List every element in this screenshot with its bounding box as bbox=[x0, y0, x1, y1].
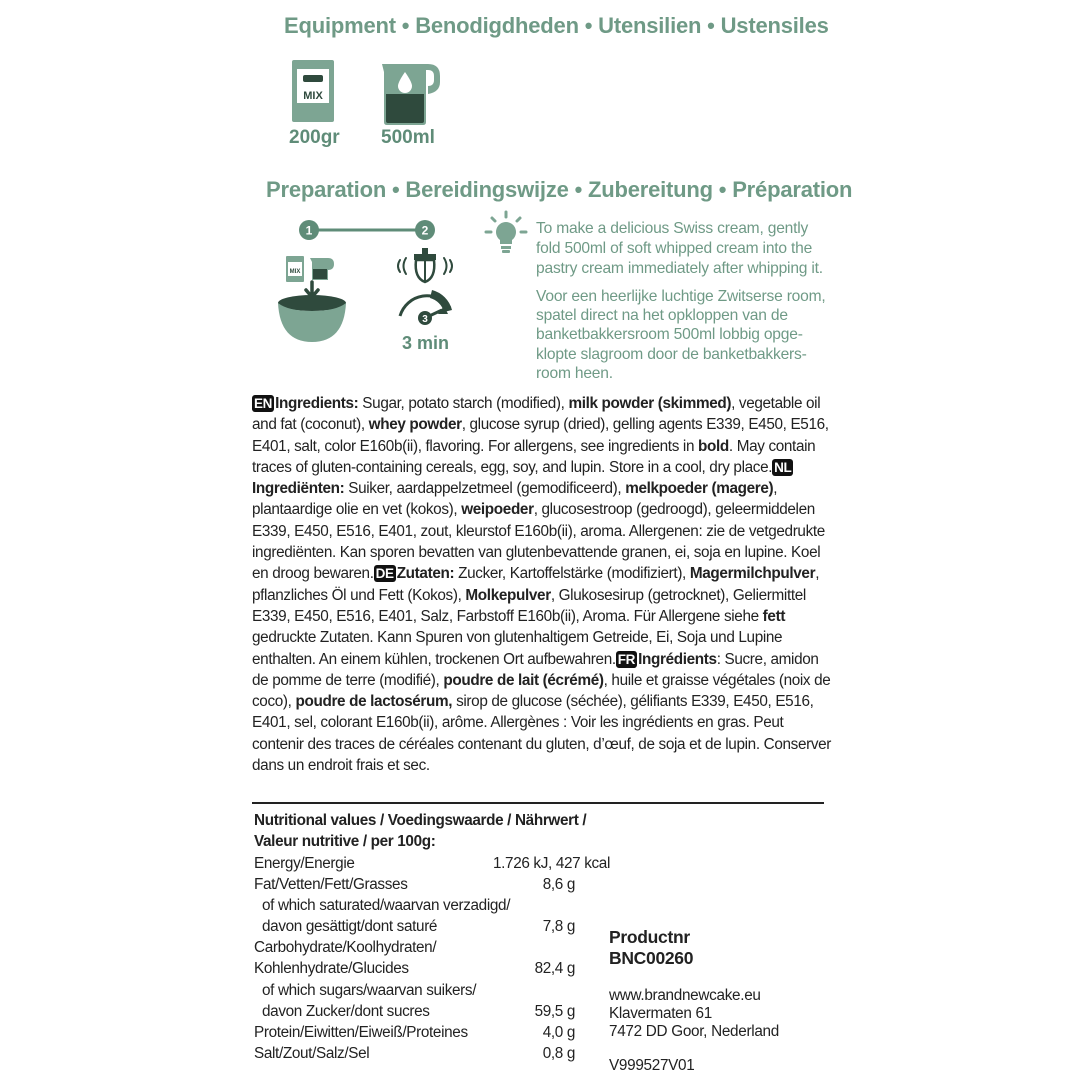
tip-en-line: fold 500ml of soft whipped cream into the bbox=[536, 240, 813, 257]
step-1-number: 1 bbox=[305, 223, 313, 238]
ingredients-text: , vegetable oil and fat (coconut), bbox=[252, 395, 821, 434]
water-quantity: 500ml bbox=[381, 127, 435, 148]
saturated-label-2: davon gesättigt/dont saturé bbox=[262, 918, 438, 935]
sugar-label-1: of which sugars/waarvan suikers/ bbox=[262, 982, 477, 999]
tip-nl-line: klopte slagroom door de banketbakkers- bbox=[536, 345, 807, 363]
tip-nl-line: spatel direct na het opkloppen van de bbox=[536, 307, 788, 325]
carb-value: 82,4 g bbox=[534, 960, 575, 977]
nutrition-title-1: Nutritional values / Voedingswaarde / Nährwert / bbox=[254, 812, 587, 829]
ingredients-text: gedruckte Zutaten. Kann Spuren von glutenhaltigem Getreide, Ei, Soja und Lupine enthalten. An einem kühlen, trockenen Ort aufbewahren. bbox=[252, 629, 783, 668]
step-1-mix-label: MIX bbox=[289, 269, 301, 275]
ingredients-text: , Glukosesirup (getrocknet), Geliermittel E339, E450, E516, E401, Salz, Farbstoff E160b(ii), Aroma. Für Allergene siehe bbox=[252, 586, 806, 625]
address-street: Klavermaten 61 bbox=[609, 1005, 712, 1022]
sugar-value: 59,5 g bbox=[534, 1003, 575, 1020]
ingredients-text: , glucosestroop (gedroogd), geleermiddelen E339, E450, E516, E401, zout, kleurstof E160b(ii), aroma. Allergenen: zie de vetgedrukte ingrediënten. Kan sporen bevatten van glutenbevattende granen, ei, soja en lupine. Koel en droog bewaren. bbox=[252, 501, 825, 583]
salt-label: Salt/Zout/Salz/Sel bbox=[254, 1045, 370, 1062]
allergen-text: poudre de lactosérum, bbox=[295, 693, 453, 711]
tip-en-line: pastry cream immediately after whipping it. bbox=[536, 260, 823, 277]
fat-value: 8,6 g bbox=[542, 876, 575, 893]
lightbulb-icon bbox=[484, 210, 528, 254]
product-number: BNC00260 bbox=[609, 948, 694, 968]
allergen-text: whey powder bbox=[368, 416, 462, 434]
protein-label: Protein/Eiwitten/Eiweiß/Proteines bbox=[254, 1024, 468, 1041]
carb-label-2: Kohlenhydrate/Glucides bbox=[254, 960, 409, 977]
step-timeline bbox=[298, 218, 438, 242]
ingredients-text: Sugar, potato starch (modified), bbox=[358, 395, 569, 412]
tip-nl-line: banketbakkersroom 500ml lobbig opge- bbox=[536, 326, 803, 344]
ingredients-text: Zucker, Kartoffelstärke (modifiziert), bbox=[454, 565, 690, 583]
ingredients-label-fr: Ingrédients bbox=[638, 650, 717, 668]
allergen-text: milk powder (skimmed) bbox=[568, 395, 732, 412]
ingredients-label-nl: Ingrediënten: bbox=[252, 480, 345, 498]
step-2-number: 2 bbox=[421, 223, 429, 238]
product-number-label: Productnr bbox=[609, 927, 690, 947]
salt-value: 0,8 g bbox=[542, 1045, 575, 1062]
tip-en-line: To make a delicious Swiss cream, gently bbox=[536, 220, 809, 237]
ingredients-text: , pflanzliches Öl und Fett (Kokos), bbox=[252, 565, 820, 604]
carb-label-1: Carbohydrate/Koolhydraten/ bbox=[254, 939, 437, 956]
section-divider bbox=[252, 802, 824, 804]
ingredients-block bbox=[252, 393, 832, 776]
step-3-number: 3 bbox=[422, 314, 428, 325]
energy-label: Energy/Energie bbox=[254, 855, 355, 872]
energy-value: 1.726 kJ, 427 kcal bbox=[493, 855, 611, 872]
lang-badge-nl: NL bbox=[774, 459, 792, 475]
ingredients-label-de: Zutaten: bbox=[396, 565, 455, 583]
version-code: V999527V01 bbox=[609, 1057, 695, 1074]
allergen-text: weipoeder bbox=[461, 501, 534, 519]
mixer-timer-icon bbox=[392, 248, 458, 328]
measuring-jug-icon bbox=[378, 60, 442, 126]
address-city: 7472 DD Goor, Nederland bbox=[609, 1023, 779, 1040]
lang-badge-fr: FR bbox=[617, 651, 636, 667]
ingredients-text: . May contain traces of gluten-containing cereals, egg, soy, and lupin. Store in a cool, dry place. bbox=[252, 437, 816, 476]
tip-nl-line: room heen. bbox=[536, 364, 613, 382]
ingredients-text: : Sucre, amidon de pomme de terre (modifié), bbox=[252, 650, 819, 689]
allergen-text: Magermilchpulver bbox=[689, 565, 816, 583]
bold-word: bold bbox=[698, 437, 729, 455]
fat-label: Fat/Vetten/Fett/Grasses bbox=[254, 876, 408, 893]
nutrition-title-2: Valeur nutritive / per 100g: bbox=[254, 833, 436, 850]
mix-pouch-icon bbox=[291, 59, 335, 123]
allergen-text: melkpoeder (magere) bbox=[625, 480, 774, 498]
mix-quantity: 200gr bbox=[289, 127, 340, 148]
ingredients-text: sirop de glucose (séchée), gélifiants E339, E450, E516, E401, sel, colorant E160b(ii), arôme. Allergènes : Voir les ingrédients en gras. Peut contenir des traces de céréales contenant du gluten, d’œuf, de soja et de lupin. Conserver dans un endroit frais et sec. bbox=[252, 693, 832, 775]
ingredients-text: Suiker, aardappelzetmeel (gemodificeerd), bbox=[344, 480, 626, 498]
lang-badge-en: EN bbox=[254, 396, 273, 411]
ingredients-text: , glucose syrup (dried), gelling agents E339, E450, E516, E401, salt, color E160b(ii), flavoring. For allergens, see ingredients in bbox=[252, 416, 829, 455]
bold-word: fett bbox=[762, 607, 786, 625]
ingredients-label-en: Ingredients: bbox=[275, 395, 359, 412]
duration-label: 3 min bbox=[402, 333, 450, 353]
protein-value: 4,0 g bbox=[542, 1024, 575, 1041]
preparation-heading: Preparation • Bereidingswijze • Zubereitung • Préparation bbox=[266, 177, 853, 202]
tip-nl bbox=[536, 287, 826, 383]
ingredients-text: , plantaardige olie en vet (kokos), bbox=[252, 480, 778, 519]
allergen-text: Molkepulver bbox=[465, 586, 551, 604]
tip-en bbox=[536, 219, 823, 279]
ingredients-text: , huile et graisse végétales (noix de coco), bbox=[252, 671, 831, 711]
saturated-label-1: of which saturated/waarvan verzadigd/ bbox=[262, 897, 511, 914]
lang-badge-de: DE bbox=[375, 566, 394, 582]
equipment-heading: Equipment • Benodigdheden • Utensilien • Ustensiles bbox=[284, 13, 829, 38]
allergen-text: poudre de lait (écrémé) bbox=[443, 671, 604, 689]
saturated-value: 7,8 g bbox=[542, 918, 575, 935]
mix-pouch-label: MIX bbox=[303, 90, 323, 102]
tip-nl-line: Voor een heerlijke luchtige Zwitserse room, bbox=[536, 288, 826, 305]
mixing-bowl-icon bbox=[276, 254, 348, 344]
sugar-label-2: davon Zucker/dont sucres bbox=[262, 1003, 430, 1020]
website: www.brandnewcake.eu bbox=[609, 987, 761, 1004]
